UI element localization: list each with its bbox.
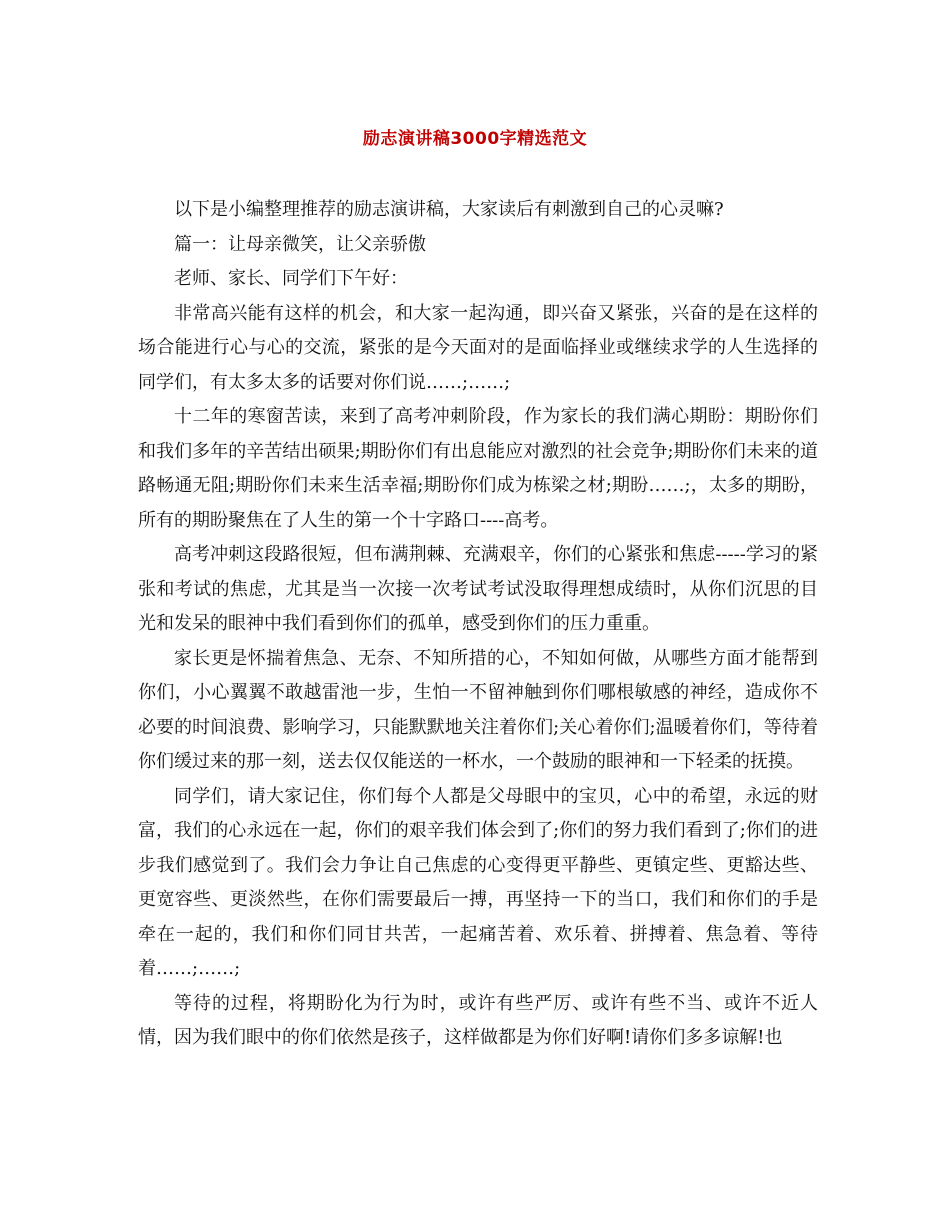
paragraph-greeting: 老师、家长、同学们下午好： <box>174 268 408 289</box>
document-body <box>138 193 818 1056</box>
paragraph: 十二年的寒窗苦读，来到了高考冲刺阶段，作为家长的我们满心期盼：期盼你们和我们多年的辛苦结出硕果;期盼你们有出息能应对激烈的社会竞争;期盼你们未来的道路畅通无阻;期盼你们未来生活幸福;期盼你们成为栋梁之材;期盼……;，太多的期盼，所有的期盼聚焦在了人生的第一个十字路口----高考。 <box>138 406 818 531</box>
paragraph: 家长更是怀揣着焦急、无奈、不知所措的心，不知如何做，从哪些方面才能帮到你们，小心翼翼不敢越雷池一步，生怕一不留神触到你们哪根敏感的神经，造成你不必要的时间浪费、影响学习，只能默默地关注着你们;关心着你们;温暖着你们，等待着你们缓过来的那一刻，送去仅仅能送的一杯水，一个鼓励的眼神和一下轻柔的抚摸。 <box>138 647 818 772</box>
paragraph: 高考冲刺这段路很短，但布满荆棘、充满艰辛，你们的心紧张和焦虑-----学习的紧张和考试的焦虑，尤其是当一次接一次考试考试没取得理想成绩时，从你们沉思的目光和发呆的眼神中我们看到你们的孤单，感受到你们的压力重重。 <box>138 544 818 634</box>
document-title: 励志演讲稿3000字精选范文 <box>362 129 588 149</box>
paragraph: 非常高兴能有这样的机会，和大家一起沟通，即兴奋又紧张，兴奋的是在这样的场合能进行心与心的交流，紧张的是今天面对的是面临择业或继续求学的人生选择的同学们，有太多太多的话要对你们说……;……; <box>138 302 818 393</box>
paragraph-intro: 以下是小编整理推荐的励志演讲稿，大家读后有刺激到自己的心灵嘛? <box>174 199 724 220</box>
paragraph-chapter-heading: 篇一：让母亲微笑，让父亲骄傲 <box>174 233 426 255</box>
paragraph: 等待的过程，将期盼化为行为时，或许有些严厉、或许有些不当、或许不近人情，因为我们眼中的你们依然是孩子，这样做都是为你们好啊!请你们多多谅解!也 <box>138 992 818 1048</box>
paragraph: 同学们，请大家记住，你们每个人都是父母眼中的宝贝，心中的希望，永远的财富，我们的心永远在一起，你们的艰辛我们体会到了;你们的努力我们看到了;你们的进步我们感觉到了。我们会力争让自己焦虑的心变得更平静些、更镇定些、更豁达些、更宽容些、更淡然些，在你们需要最后一搏，再坚持一下的当口，我们和你们的手是牵在一起的，我们和你们同甘共苦，一起痛苦着、欢乐着、拼搏着、焦急着、等待着……;……; <box>138 785 818 979</box>
